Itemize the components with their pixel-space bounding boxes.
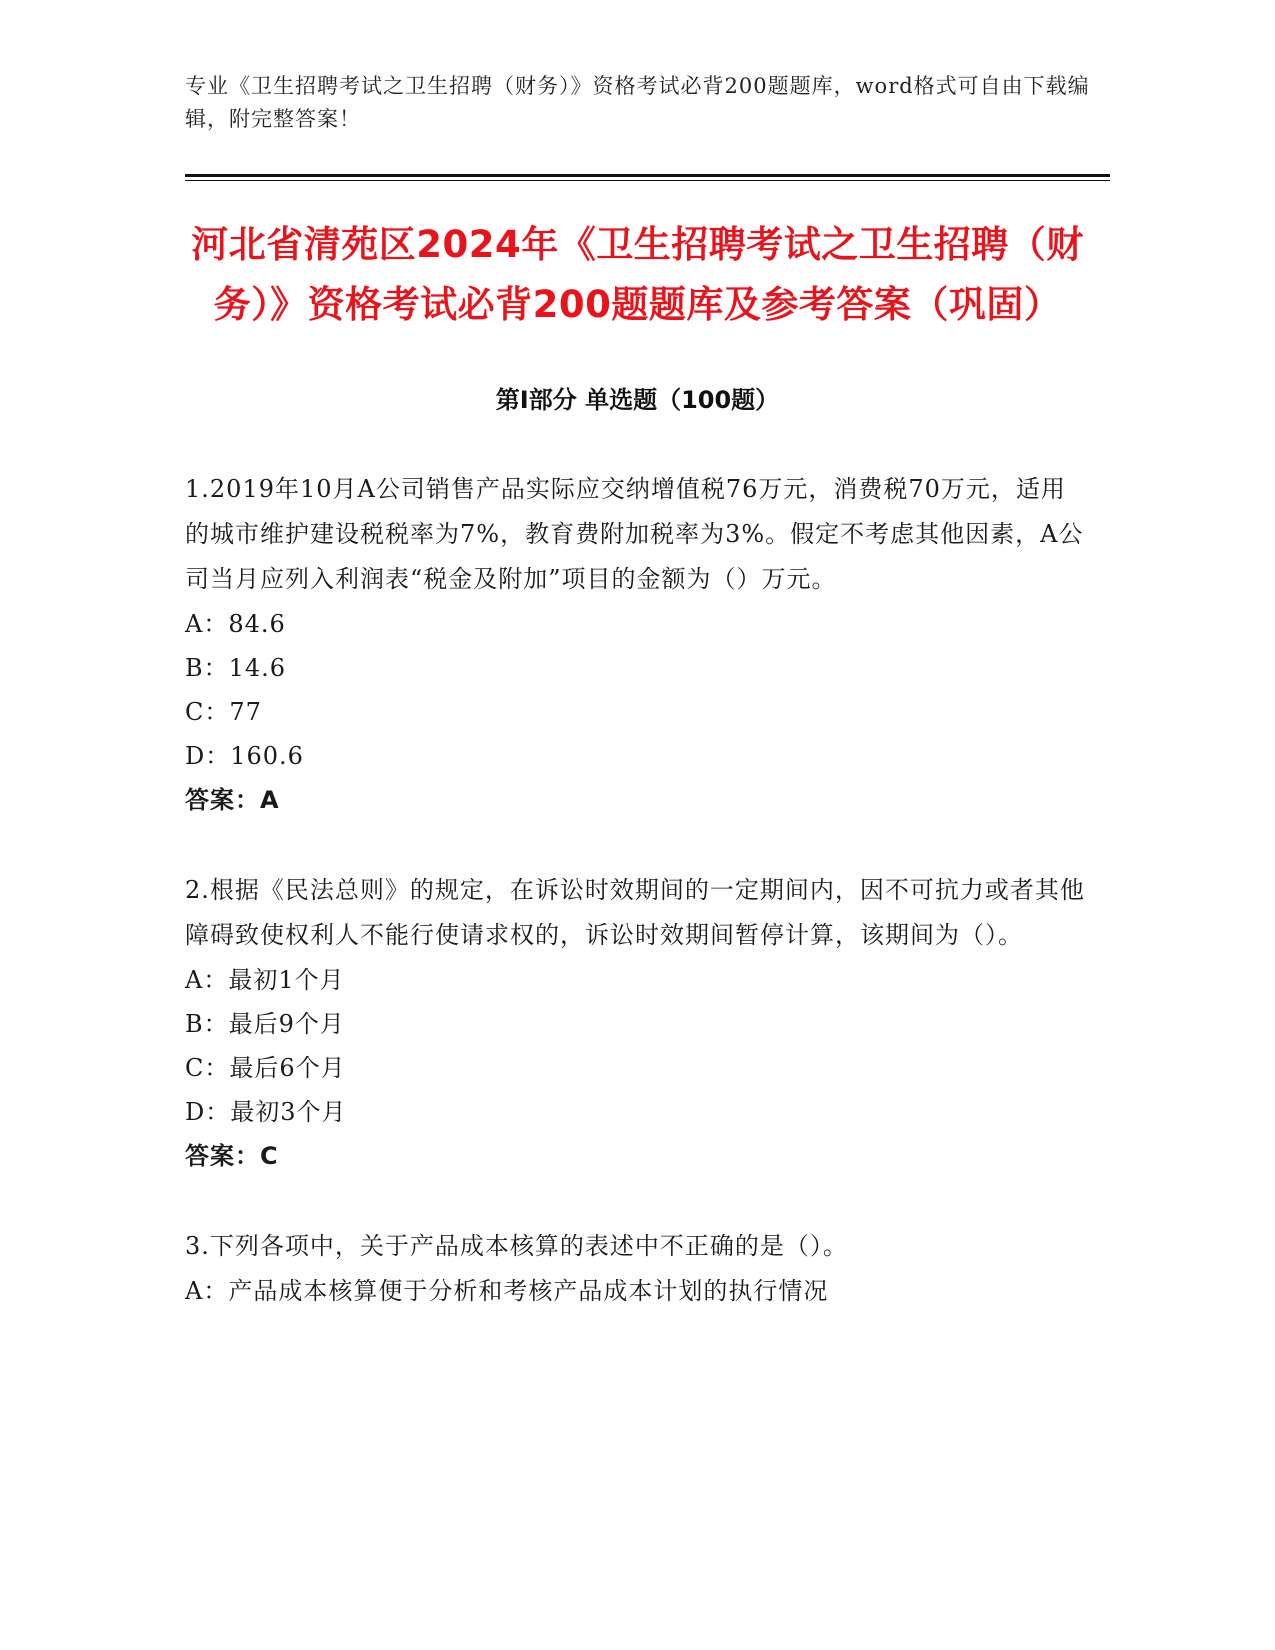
option-a: A：产品成本核算便于分析和考核产品成本计划的执行情况 <box>185 1277 829 1305</box>
option-d: D：160.6 <box>185 742 304 770</box>
question-3 <box>185 1224 1090 1313</box>
option-d: D：最初3个月 <box>185 1098 347 1126</box>
option-b: B：最后9个月 <box>185 1010 345 1038</box>
header-divider-thin <box>185 180 1110 181</box>
header-divider-thick <box>185 174 1110 177</box>
answer: 答案：C <box>185 1142 279 1170</box>
question-stem: 1.2019年10月A公司销售产品实际应交纳增值税76万元，消费税70万元，适用的城市维护建设税税率为7%，教育费附加税率为3%。假定不考虑其他因素，A公司当月应列入利润表“税金及附加”项目的金额为（）万元。 <box>185 475 1084 593</box>
question-2 <box>185 868 1090 1178</box>
answer: 答案：A <box>185 786 280 814</box>
question-1 <box>185 467 1090 822</box>
option-a: A：最初1个月 <box>185 966 345 994</box>
option-c: C：77 <box>185 698 262 726</box>
question-stem: 2.根据《民法总则》的规定，在诉讼时效期间的一定期间内，因不可抗力或者其他障碍致使权利人不能行使请求权的，诉讼时效期间暂停计算，该期间为（）。 <box>185 876 1085 949</box>
document-page <box>185 70 1090 1313</box>
option-c: C：最后6个月 <box>185 1054 346 1082</box>
section-title: 第I部分 单选题（100题） <box>495 386 780 414</box>
document-title: 河北省清苑区2024年《卫生招聘考试之卫生招聘（财务）》资格考试必背200题题库及参考答案（巩固） <box>191 223 1084 326</box>
option-b: B：14.6 <box>185 654 287 682</box>
question-stem: 3.下列各项中，关于产品成本核算的表述中不正确的是（）。 <box>185 1232 848 1260</box>
option-a: A：84.6 <box>185 610 286 638</box>
header-note: 专业《卫生招聘考试之卫生招聘（财务）》资格考试必背200题题库，word格式可自由下载编辑，附完整答案！ <box>185 74 1090 131</box>
